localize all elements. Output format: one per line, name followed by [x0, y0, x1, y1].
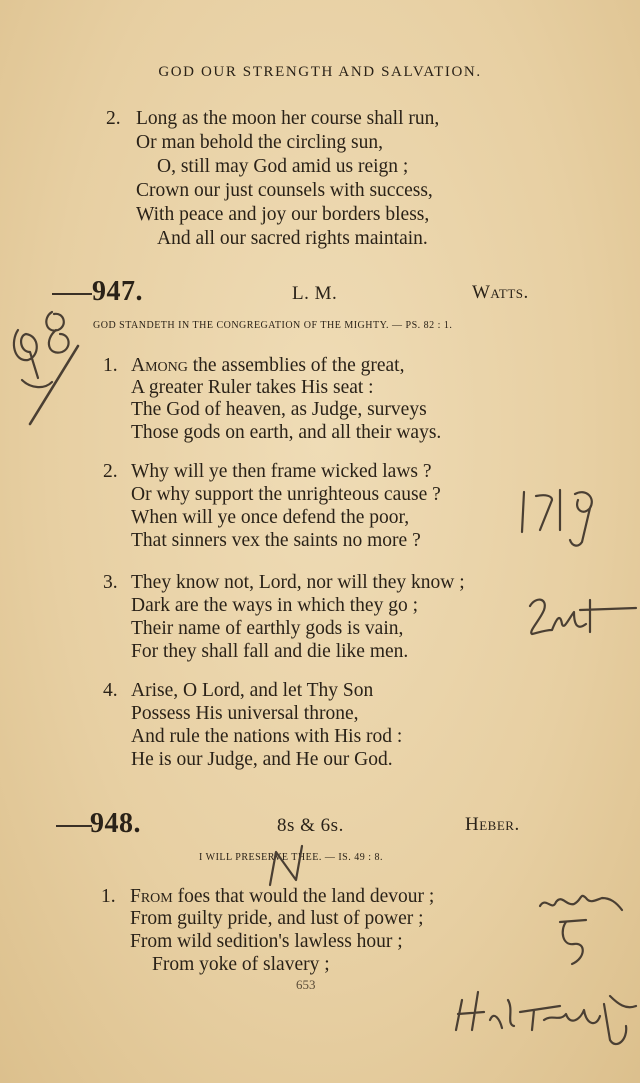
verse-line: From yoke of slavery ; — [152, 954, 330, 975]
running-header: GOD OUR STRENGTH AND SALVATION. — [158, 64, 482, 80]
verse-line: From wild sedition's lawless hour ; — [130, 931, 403, 952]
stanza-number: 3. — [103, 572, 118, 593]
handwritten-word — [456, 992, 636, 1044]
hymn-meter: L. M. — [292, 283, 338, 304]
page-number: 653 — [296, 977, 316, 992]
verse-line: That sinners vex the saints no more ? — [131, 530, 421, 551]
stanza-number: 2. — [106, 108, 121, 129]
handwritten-mark — [270, 846, 302, 885]
hymn-title: GOD STANDETH IN THE CONGREGATION OF THE MIGHTY. — PS. 82 : 1. — [93, 320, 453, 331]
verse-line: For they shall fall and die like men. — [131, 641, 409, 662]
verse-line: He is our Judge, and He our God. — [131, 749, 393, 770]
verse-line: Or man behold the circling sun, — [136, 132, 383, 153]
hymn-author: Heber. — [465, 814, 520, 835]
first-line-rest: foes that would the land devour ; — [172, 886, 435, 907]
verse-line: Those gods on earth, and all their ways. — [131, 422, 442, 443]
first-line-rest: the assemblies of the great, — [187, 355, 405, 376]
verse-line: They know not, Lord, nor will they know ; — [131, 572, 465, 593]
verse-line: With peace and joy our borders bless, — [136, 204, 430, 225]
hymn-meter: 8s & 6s. — [277, 815, 344, 836]
handwritten-stroke — [22, 380, 52, 387]
verse-line: And rule the nations with His rod : — [131, 726, 403, 747]
verse-line: A greater Ruler takes His seat : — [131, 377, 374, 398]
hymn-author: Watts. — [472, 282, 529, 303]
handwritten-digits — [14, 330, 38, 378]
stanza-number: 2. — [103, 461, 118, 482]
first-word: Among — [131, 355, 188, 376]
verse-line: Long as the moon her course shall run, — [136, 108, 440, 129]
stanza-number: 4. — [103, 680, 118, 701]
verse-line: Arise, O Lord, and let Thy Son — [131, 680, 374, 701]
handwritten-digits — [46, 312, 68, 353]
handwritten-digit — [560, 920, 586, 964]
verse-line: And all our sacred rights maintain. — [157, 228, 428, 249]
verse-line: Crown our just counsels with success, — [136, 180, 433, 201]
hymn-number: 947. — [92, 276, 143, 307]
handwritten-word — [530, 600, 636, 634]
verse-line: The God of heaven, as Judge, surveys — [131, 399, 427, 420]
verse-line: Possess His universal throne, — [131, 703, 359, 724]
verse-line: Dark are the ways in which they go ; — [131, 595, 418, 616]
stanza-number: 1. — [103, 355, 118, 376]
hymn-number: 948. — [90, 808, 141, 839]
handwritten-slash — [30, 346, 78, 424]
stanza-number: 1. — [101, 886, 116, 907]
verse-line: When will ye once defend the poor, — [131, 507, 410, 528]
verse-line: Or why support the unrighteous cause ? — [131, 484, 441, 505]
first-word: From — [130, 886, 173, 907]
verse-line: O, still may God amid us reign ; — [157, 156, 409, 177]
verse-line: Why will ye then frame wicked laws ? — [131, 461, 432, 482]
hymn-title: I WILL PRESERVE THEE. — IS. 49 : 8. — [199, 852, 384, 863]
handwritten-digits — [522, 490, 592, 546]
handwritten-word — [540, 896, 622, 910]
verse-line: Their name of earthly gods is vain, — [131, 618, 404, 639]
verse-line: From guilty pride, and lust of power ; — [130, 908, 424, 929]
